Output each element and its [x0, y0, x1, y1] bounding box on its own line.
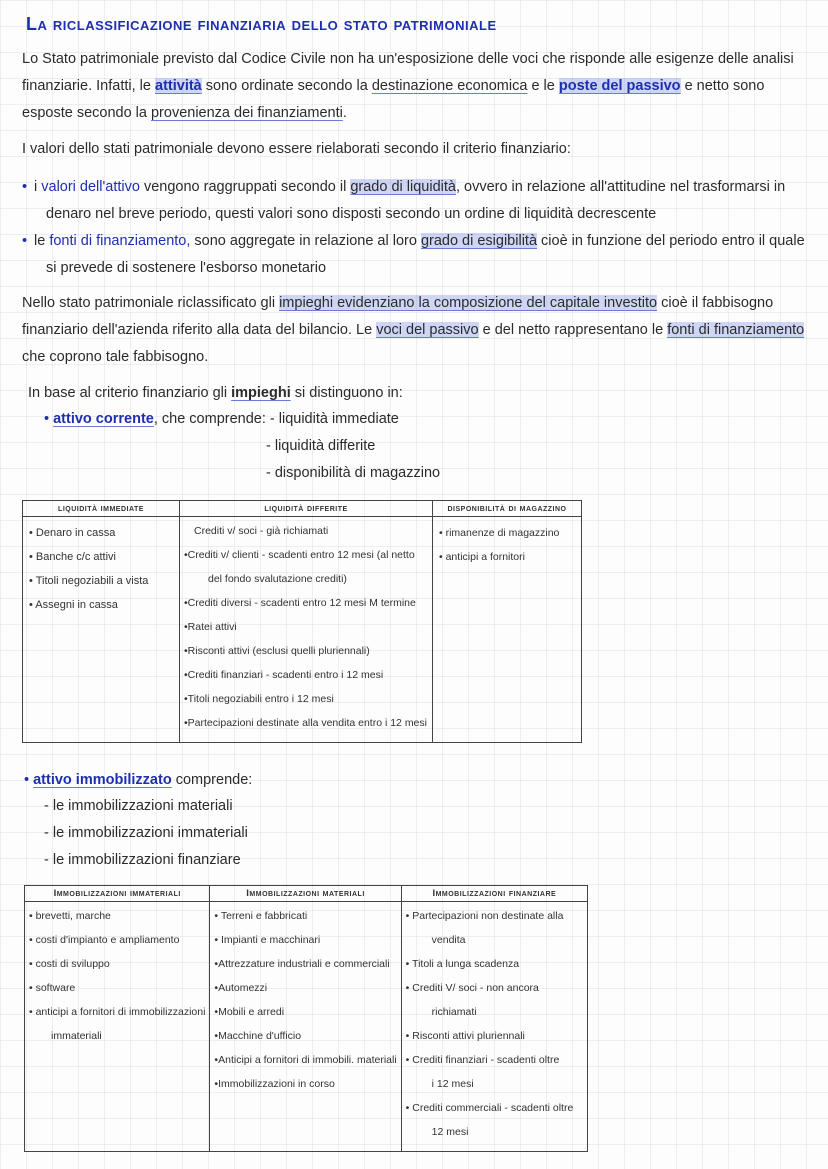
p3-text-a: Nello stato patrimoniale riclassificato gli	[22, 295, 280, 311]
bullet2-text-b: sono aggregate in relazione al loro	[190, 233, 421, 249]
disponibilita-magazzino-line: - disponibilità di magazzino	[266, 465, 441, 481]
list-item: • costi d'impianto e ampliamento	[29, 934, 180, 946]
attivo-immobilizzato-table	[24, 885, 588, 1152]
list-item: •Mobili e arredi	[214, 1006, 285, 1018]
list-item: • anticipi a fornitori di immobilizzazioni	[29, 1006, 206, 1018]
list-item: • Titoli a lunga scadenza	[405, 958, 520, 970]
bullet1-text-b: vengono raggruppati secondo il	[139, 179, 351, 195]
list-item: •Crediti diversi - scadenti entro 12 mesi M termine	[184, 597, 416, 609]
term-grado-esigibilita: grado di esigibilità	[420, 233, 538, 249]
list-item: •Crediti finanziari - scadenti entro i 12 mesi	[184, 669, 384, 681]
p3-text-c: cioè il fabbisogno finanziario dell'azienda riferito alla data del bilancio. Le	[22, 295, 774, 338]
list-item: i 12 mesi	[431, 1078, 474, 1090]
list-item: • Risconti attivi pluriennali	[405, 1030, 525, 1042]
list-item: vendita	[431, 934, 466, 946]
list-item: • rimanenze di magazzino	[439, 527, 560, 539]
bullet-dot: •	[22, 233, 28, 249]
intro-text-c: sono ordinate secondo la	[201, 78, 372, 94]
list-item: • Assegni in cassa	[29, 599, 118, 611]
intro-paragraph	[22, 46, 812, 127]
list-item: •Anticipi a fornitori di immobili. materiali	[214, 1054, 397, 1066]
term-voci-del-passivo: voci del passivo	[376, 322, 479, 338]
term-impieghi: impieghi	[231, 385, 291, 401]
immobilizzazioni-materiali-line: - le immobilizzazioni materiali	[44, 798, 233, 814]
immobilizzazioni-finanziare-line: - le immobilizzazioni finanziare	[44, 852, 241, 868]
list-item: immateriali	[51, 1030, 102, 1042]
page-title: La riclassificazione finanziaria dello stato patrimoniale	[26, 14, 497, 34]
header-immobilizzazioni-immateriali: Immobilizzazioni immateriali	[25, 886, 210, 902]
cell-immobilizzazioni-finanziare	[401, 902, 587, 1152]
p3-text-g: che coprono tale fabbisogno.	[22, 349, 209, 365]
list-item: del fondo svalutazione crediti)	[208, 573, 347, 585]
cell-immobilizzazioni-materiali	[210, 902, 401, 1152]
term-provenienza-finanziamenti: provenienza dei finanziamenti	[150, 105, 343, 121]
list-item: • Terreni e fabbricati	[214, 910, 308, 922]
header-immobilizzazioni-finanziare: Immobilizzazioni finanziare	[401, 886, 587, 902]
header-liquidita-immediate: liquidità immediate	[23, 501, 180, 517]
list-item: • Partecipazioni non destinate alla	[405, 910, 564, 922]
list-item: •Immobilizzazioni in corso	[214, 1078, 335, 1090]
cell-liquidita-immediate	[23, 517, 180, 743]
term-poste-del-passivo: poste del passivo	[558, 78, 681, 94]
list-item: •Macchine d'ufficio	[214, 1030, 302, 1042]
list-item: •Partecipazioni destinate alla vendita entro i 12 mesi	[184, 717, 427, 729]
term-fonti-finanziamento: fonti di finanziamento,	[49, 233, 191, 249]
list-item: • anticipi a fornitori	[439, 551, 525, 563]
bullet2-text-d: cioè in funzione del periodo entro il quale si prevede di sostenere l'esborso monetario	[46, 233, 805, 276]
intro-text-g: e netto sono esposte secondo la	[22, 78, 765, 121]
list-item: • Crediti V/ soci - non ancora	[405, 982, 539, 994]
list-item: • Titoli negoziabili a vista	[29, 575, 149, 587]
term-grado-liquidita: grado di liquidità	[350, 179, 456, 195]
bullet1-text-d: , ovvero in relazione all'attitudine nel trasformarsi in denaro nel breve periodo, questi valori sono disposti secondo un ordine di liquidità decrescente	[46, 179, 786, 222]
term-attivo-immobilizzato: attivo immobilizzato	[33, 772, 172, 788]
list-item: richiamati	[431, 1006, 477, 1018]
criterion-impieghi-line	[28, 380, 403, 407]
list-item: •Automezzi	[214, 982, 268, 994]
term-attivo-corrente: attivo corrente	[53, 411, 154, 427]
attivo-corrente-rest: , che comprende: - liquidità immediate	[153, 411, 399, 427]
bullet-dot: •	[24, 772, 34, 788]
p4-text-a: In base al criterio finanziario gli	[28, 385, 232, 401]
list-item: •Crediti v/ clienti - scadenti entro 12 mesi (al netto	[184, 549, 415, 561]
attivo-corrente-line	[44, 406, 399, 433]
list-item: • brevetti, marche	[29, 910, 111, 922]
header-immobilizzazioni-materiali: Immobilizzazioni materiali	[210, 886, 401, 902]
bullet-dot: •	[44, 411, 54, 427]
bullet-fonti-finanziamento	[22, 228, 812, 282]
intro-text-e: e le	[527, 78, 559, 94]
list-item: • Impianti e macchinari	[214, 934, 321, 946]
immobilizzazioni-immateriali-line: - le immobilizzazioni immateriali	[44, 825, 248, 841]
term-attivita: attività	[155, 78, 202, 94]
cell-disponibilita-magazzino	[433, 517, 582, 743]
criterion-paragraph: I valori dello stati patrimoniale devono essere rielaborati secondo il criterio finanziario:	[22, 141, 571, 157]
term-impieghi-composizione: impieghi evidenziano la composizione del capitale investito	[279, 295, 658, 311]
list-item: •Ratei attivi	[184, 621, 237, 633]
list-item: •Attrezzature industriali e commerciali	[214, 958, 390, 970]
list-item: • Crediti commerciali - scadenti oltre	[405, 1102, 574, 1114]
p4-text-c: si distinguono in:	[290, 385, 403, 401]
term-valori-attivo: valori dell'attivo	[41, 179, 140, 195]
bullet-dot: •	[22, 179, 28, 195]
bullet2-pre: le	[34, 233, 50, 249]
cell-liquidita-differite	[180, 517, 433, 743]
intro-text-i: .	[342, 105, 347, 121]
liquidita-differite-line: - liquidità differite	[266, 438, 376, 454]
header-disponibilita-magazzino: disponibilità di magazzino	[433, 501, 582, 517]
header-liquidita-differite: liquidità differite	[180, 501, 433, 517]
list-item: 12 mesi	[431, 1126, 469, 1138]
list-item: • costi di sviluppo	[29, 958, 110, 970]
list-item: •Risconti attivi (esclusi quelli pluriennali)	[184, 645, 370, 657]
list-item: • Crediti finanziari - scadenti oltre	[405, 1054, 560, 1066]
list-item: Crediti v/ soci - già richiamati	[194, 525, 329, 537]
cell-immobilizzazioni-immateriali	[25, 902, 210, 1152]
term-destinazione-economica: destinazione economica	[371, 78, 528, 94]
list-item: • Denaro in cassa	[29, 527, 116, 539]
attivo-corrente-table	[22, 500, 582, 743]
list-item: • software	[29, 982, 76, 994]
bullet-valori-attivo	[22, 174, 812, 228]
list-item: • Banche c/c attivi	[29, 551, 117, 563]
intro-text-a: Lo Stato patrimoniale previsto dal Codice Civile non ha un'esposizione delle voci che risponde alle esigenze delle analisi finanziarie. Infatti, le	[22, 51, 794, 94]
bullet1-pre: i	[34, 179, 42, 195]
attivo-immobilizzato-rest: comprende:	[171, 772, 253, 788]
p3-text-e: e del netto rappresentano le	[478, 322, 668, 338]
list-item: •Titoli negoziabili entro i 12 mesi	[184, 693, 334, 705]
attivo-immobilizzato-line	[24, 767, 252, 794]
term-fonti-di-finanziamento: fonti di finanziamento	[667, 322, 805, 338]
impieghi-paragraph	[22, 290, 812, 371]
